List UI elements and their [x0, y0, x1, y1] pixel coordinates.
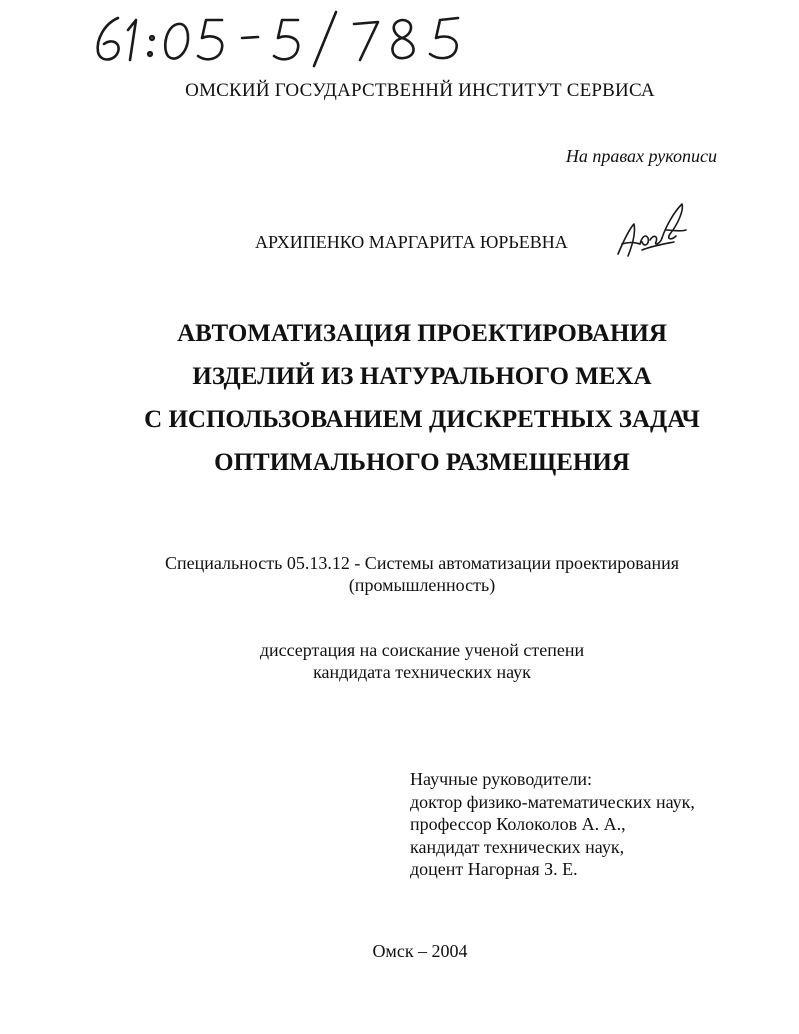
supervisor-line: доктор физико-математических наук, — [410, 791, 695, 812]
specialty-block — [0, 552, 799, 596]
specialty-line: (промышленность) — [348, 575, 496, 595]
supervisor-line: профессор Колоколов А. А., — [410, 814, 626, 834]
city-year: Омск – 2004 — [372, 941, 468, 961]
degree-line: диссертация на соискание ученой степени — [259, 640, 585, 660]
author-name: АРХИПЕНКО МАРГАРИТА ЮРЬЕВНА — [255, 232, 568, 252]
manuscript-rights-note: На правах рукописи — [565, 146, 717, 166]
title-line: ОПТИМАЛЬНОГО РАЗМЕЩЕНИЯ — [214, 449, 630, 476]
title-line: ИЗДЕЛИЙ ИЗ НАТУРАЛЬНОГО МЕХА — [192, 363, 652, 390]
archive-stamp-handwriting — [92, 8, 492, 68]
title-line: АВТОМАТИЗАЦИЯ ПРОЕКТИРОВАНИЯ — [177, 320, 667, 347]
supervisor-line: кандидат технических наук, — [410, 836, 625, 857]
supervisors-heading: Научные руководители: — [410, 769, 593, 789]
degree-line: кандидата технических наук — [313, 662, 531, 682]
signature-drawing — [612, 200, 692, 266]
degree-block — [0, 639, 799, 683]
specialty-line: Специальность 05.13.12 - Системы автоматизации проектирования — [164, 553, 680, 573]
archive-stamp — [92, 8, 492, 68]
supervisor-line: доцент Нагорная З. Е. — [410, 859, 578, 879]
author-signature — [612, 200, 692, 266]
institute-name: ОМСКИЙ ГОСУДАРСТВЕННЙ ИНСТИТУТ СЕРВИСА — [185, 80, 655, 101]
title-line: С ИСПОЛЬЗОВАНИЕМ ДИСКРЕТНЫХ ЗАДАЧ — [144, 406, 700, 433]
dissertation-title — [0, 312, 799, 484]
supervisors-block — [410, 768, 695, 881]
